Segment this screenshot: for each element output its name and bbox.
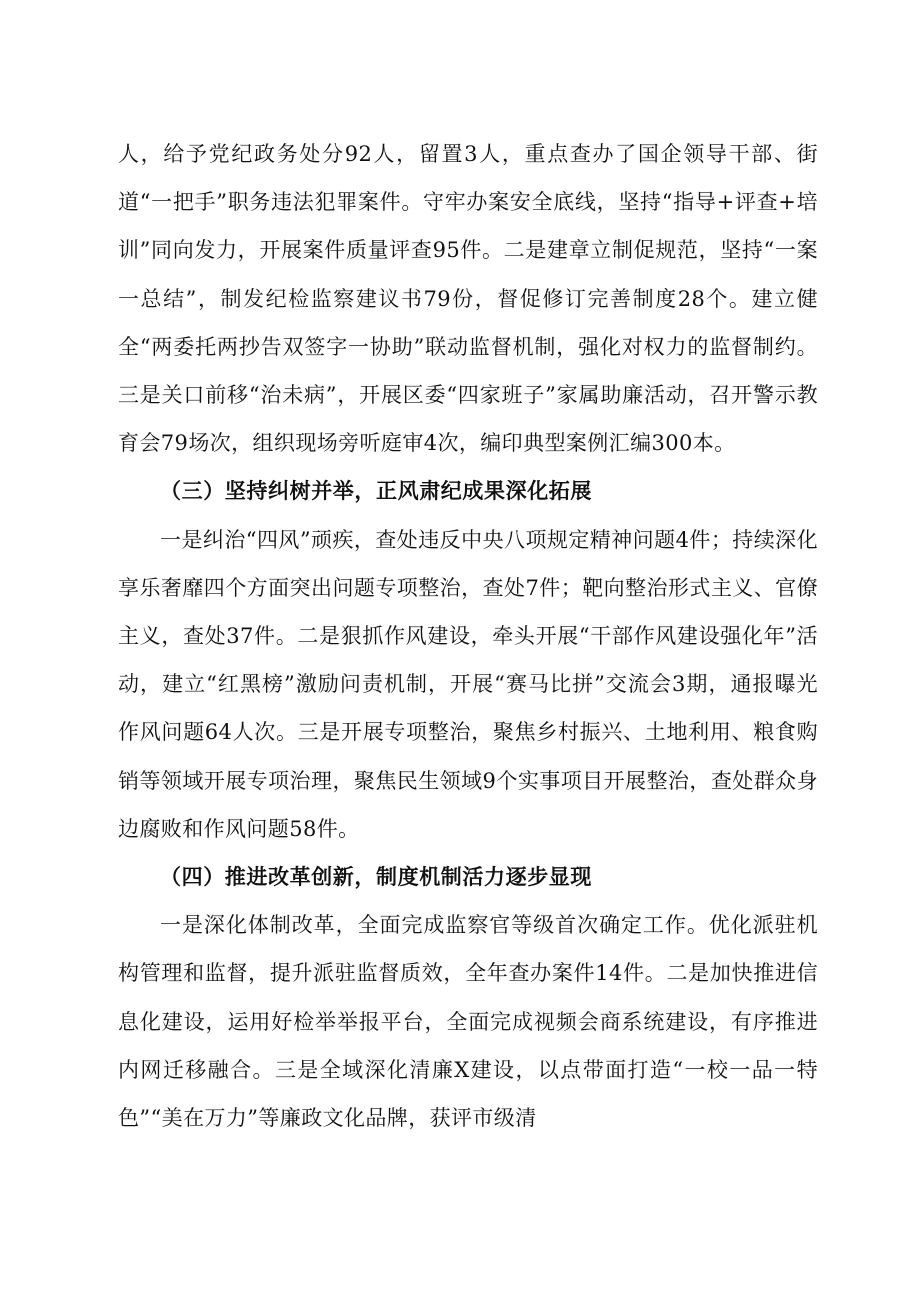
- section-heading-3: （三）坚持纠树并举，正风肃纪成果深化拓展: [160, 479, 592, 504]
- body-paragraph-1: 人，给予党纪政务处分92人，留置3人，重点查办了国企领导干部、街道“一把手”职务违法犯罪案件。守牢办案安全底线，坚持“指导+评查+培训”同向发力，开展案件质量评查95件。二是建章立制促规范，坚持“一案一总结”，制发纪检监察建议书79份，督促修订完善制度28个。建立健全“两委托两抄告双签字一协助”联动监督机制，强化对权力的监督制约。三是关口前移“治未病”，开展区委“四家班子”家属助廉活动，召开警示教育会79场次，组织现场旁听庭审4次，编印典型案例汇编300本。: [118, 142, 818, 456]
- document-body: [118, 130, 818, 1142]
- section-heading-4: （四）推进改革创新，制度机制活力逐步显现: [160, 865, 592, 890]
- body-paragraph-3: 一是深化体制改革，全面完成监察官等级首次确定工作。优化派驻机构管理和监督，提升派驻监督质效，全年查办案件14件。二是加快推进信息化建设，运用好检举举报平台，全面完成视频会商系统建设，有序推进内网迁移融合。三是全域深化清廉X建设，以点带面打造“一校一品一特色”“美在万力”等廉政文化品牌，获评市级清: [118, 913, 818, 1131]
- body-paragraph-2: 一是纠治“四风”顽疾，查处违反中央八项规定精神问题4件；持续深化享乐奢靡四个方面突出问题专项整治，查处7件；靶向整治形式主义、官僚主义，查处37件。二是狠抓作风建设，牵头开展“干部作风建设强化年”活动，建立“红黑榜”激励问责机制，开展“赛马比拼”交流会3期，通报曝光作风问题64人次。三是开展专项整治，聚焦乡村振兴、土地利用、粮食购销等领域开展专项治理，聚焦民生领域9个实事项目开展整治，查处群众身边腐败和作风问题58件。: [118, 527, 818, 841]
